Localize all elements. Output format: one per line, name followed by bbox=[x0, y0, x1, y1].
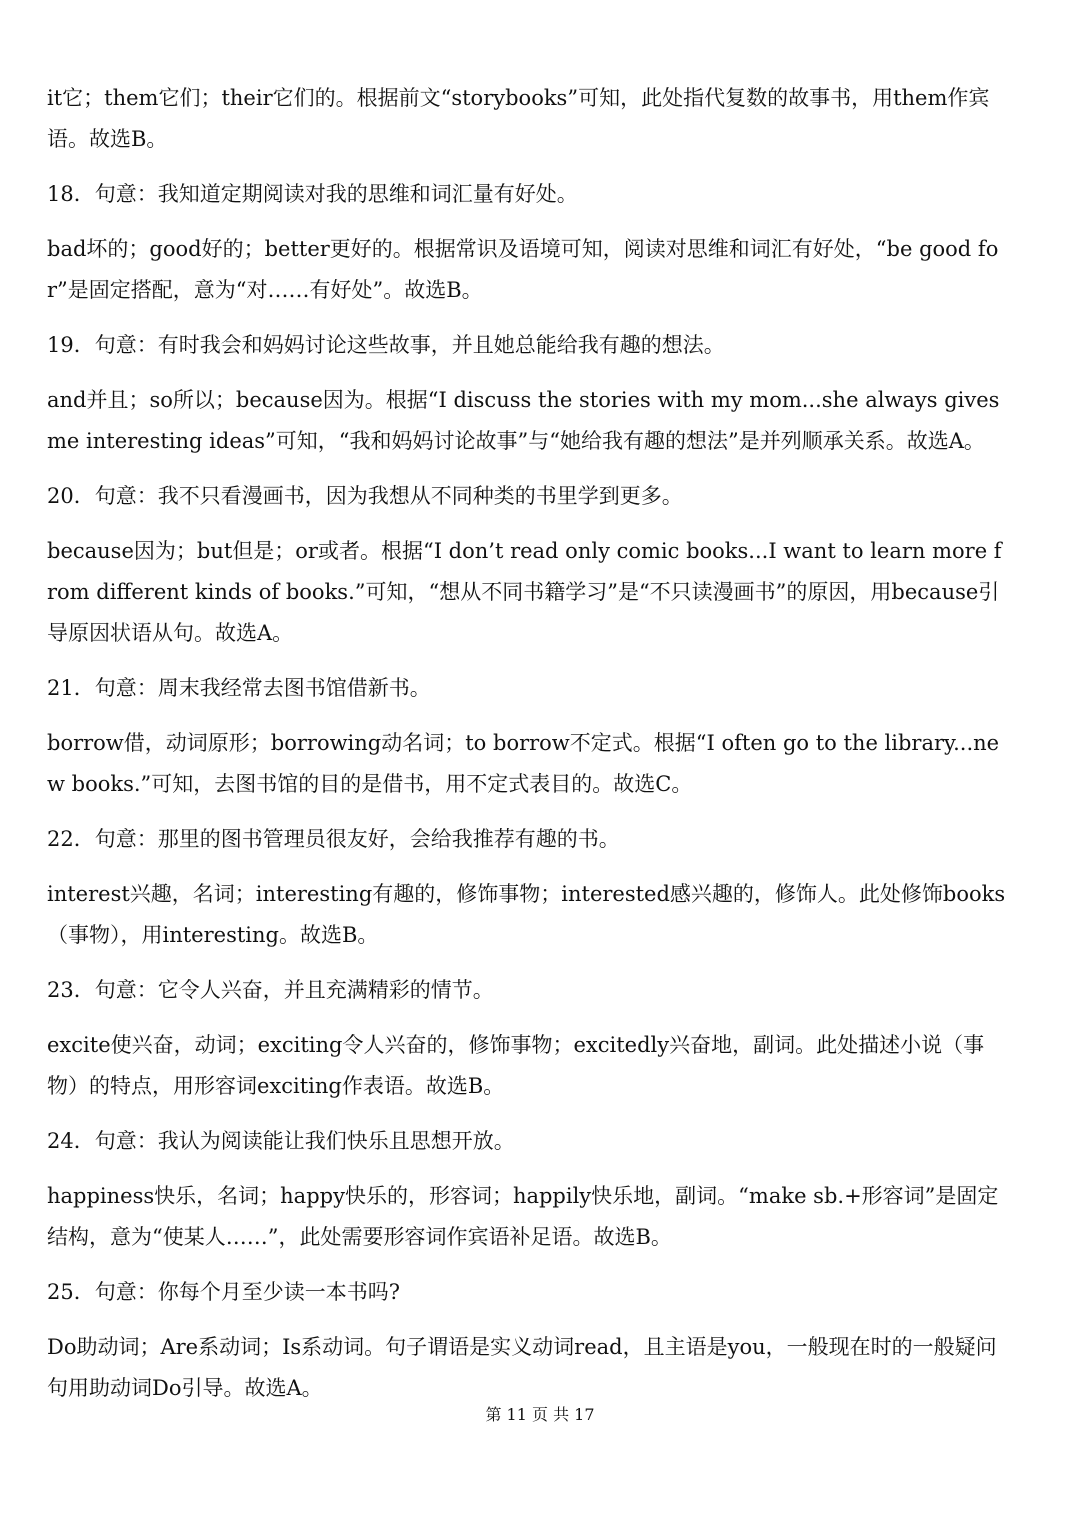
analysis-paragraph: happiness快乐，名词；happy快乐的，形容词；happily快乐地，副词。“make sb.+形容词”是固定结构，意为“使某人……”，此处需要形容词作宾语补足语。故选B。 bbox=[47, 1184, 999, 1249]
analysis-paragraph: borrow借，动词原形；borrowing动名词；to borrow不定式。根据“I often go to the library...new books.”可知，去图书馆的目的是借书，用不定式表目的。故选C。 bbox=[47, 731, 1000, 796]
document-body bbox=[47, 78, 1007, 1423]
analysis-paragraph: because因为；but但是；or或者。根据“I don’t read only comic books...I want to learn more from different kinds of books.”可知，“想从不同书籍学习”是“不只读漫画书”的原因，用because引导原因状语从句。故选A。 bbox=[47, 539, 1002, 645]
question-heading-19: 19．句意：有时我会和妈妈讨论这些故事，并且她总能给我有趣的想法。 bbox=[47, 333, 725, 357]
analysis-paragraph: and并且；so所以；because因为。根据“I discuss the stories with my mom...she always gives me interesting ideas”可知，“我和妈妈讨论故事”与“她给我有趣的想法”是并列顺承关系。故选A。 bbox=[47, 388, 1000, 453]
analysis-paragraph: excite使兴奋，动词；exciting令人兴奋的，修饰事物；excitedly兴奋地，副词。此处描述小说（事物）的特点，用形容词exciting作表语。故选B。 bbox=[47, 1033, 985, 1098]
question-heading-24: 24．句意：我认为阅读能让我们快乐且思想开放。 bbox=[47, 1129, 515, 1153]
question-heading-18: 18．句意：我知道定期阅读对我的思维和词汇量有好处。 bbox=[47, 182, 578, 206]
question-heading-25: 25．句意：你每个月至少读一本书吗? bbox=[47, 1280, 400, 1304]
analysis-paragraph: interest兴趣，名词；interesting有趣的，修饰事物；interested感兴趣的，修饰人。此处修饰books（事物），用interesting。故选B。 bbox=[47, 882, 1006, 947]
page-number-footer: 第 11 页 共 17 bbox=[485, 1405, 595, 1424]
question-heading-22: 22．句意：那里的图书管理员很友好，会给我推荐有趣的书。 bbox=[47, 827, 620, 851]
question-heading-21: 21．句意：周末我经常去图书馆借新书。 bbox=[47, 676, 431, 700]
analysis-paragraph: it它；them它们；their它们的。根据前文“storybooks”可知，此处指代复数的故事书，用them作宾语。故选B。 bbox=[47, 86, 990, 151]
question-heading-23: 23．句意：它令人兴奋，并且充满精彩的情节。 bbox=[47, 978, 494, 1002]
question-heading-20: 20．句意：我不只看漫画书，因为我想从不同种类的书里学到更多。 bbox=[47, 484, 683, 508]
analysis-paragraph: Do助动词；Are系动词；Is系动词。句子谓语是实义动词read，且主语是you，一般现在时的一般疑问句用助动词Do引导。故选A。 bbox=[47, 1335, 997, 1400]
analysis-paragraph: bad坏的；good好的；better更好的。根据常识及语境可知，阅读对思维和词汇有好处，“be good for”是固定搭配，意为“对……有好处”。故选B。 bbox=[47, 237, 999, 302]
